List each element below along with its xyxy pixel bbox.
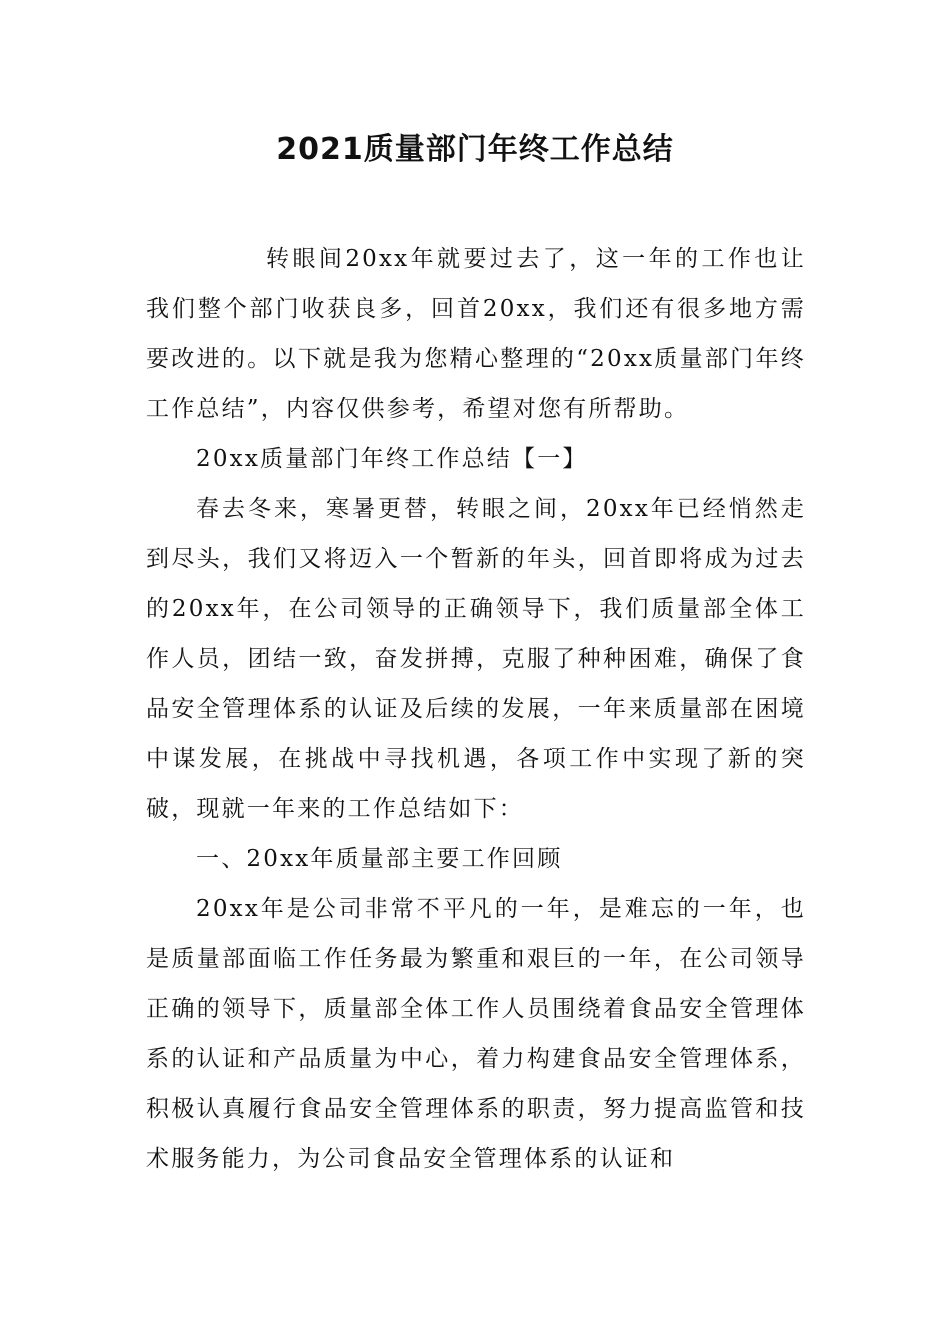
- document-body: [146, 234, 806, 1184]
- document-title: 2021质量部门年终工作总结: [276, 132, 674, 167]
- summary-paragraph: 春去冬来，寒暑更替，转眼之间，20xx年已经悄然走到尽头，我们又将迈入一个暂新的年头，回首即将成为过去的20xx年，在公司领导的正确领导下，我们质量部全体工作人员，团结一致，奋发拼搏，克服了种种困难，确保了食品安全管理体系的认证及后续的发展，一年来质量部在困境中谋发展，在挑战中寻找机遇，各项工作中实现了新的突破，现就一年来的工作总结如下：: [146, 496, 806, 822]
- subsection-heading: 一、20xx年质量部主要工作回顾: [196, 846, 563, 872]
- section-heading-one: 20xx质量部门年终工作总结【一】: [196, 446, 588, 472]
- intro-paragraph: 转眼间20xx年就要过去了，这一年的工作也让我们整个部门收获良多，回首20xx，我们还有很多地方需要改进的。以下就是我为您精心整理的“20xx质量部门年终工作总结”，内容仅供参考，希望对您有所帮助。: [146, 246, 806, 422]
- review-paragraph: 20xx年是公司非常不平凡的一年，是难忘的一年，也是质量部面临工作任务最为繁重和艰巨的一年，在公司领导正确的领导下，质量部全体工作人员围绕着食品安全管理体系的认证和产品质量为中心，着力构建食品安全管理体系，积极认真履行食品安全管理体系的职责，努力提高监管和技术服务能力，为公司食品安全管理体系的认证和: [146, 896, 806, 1172]
